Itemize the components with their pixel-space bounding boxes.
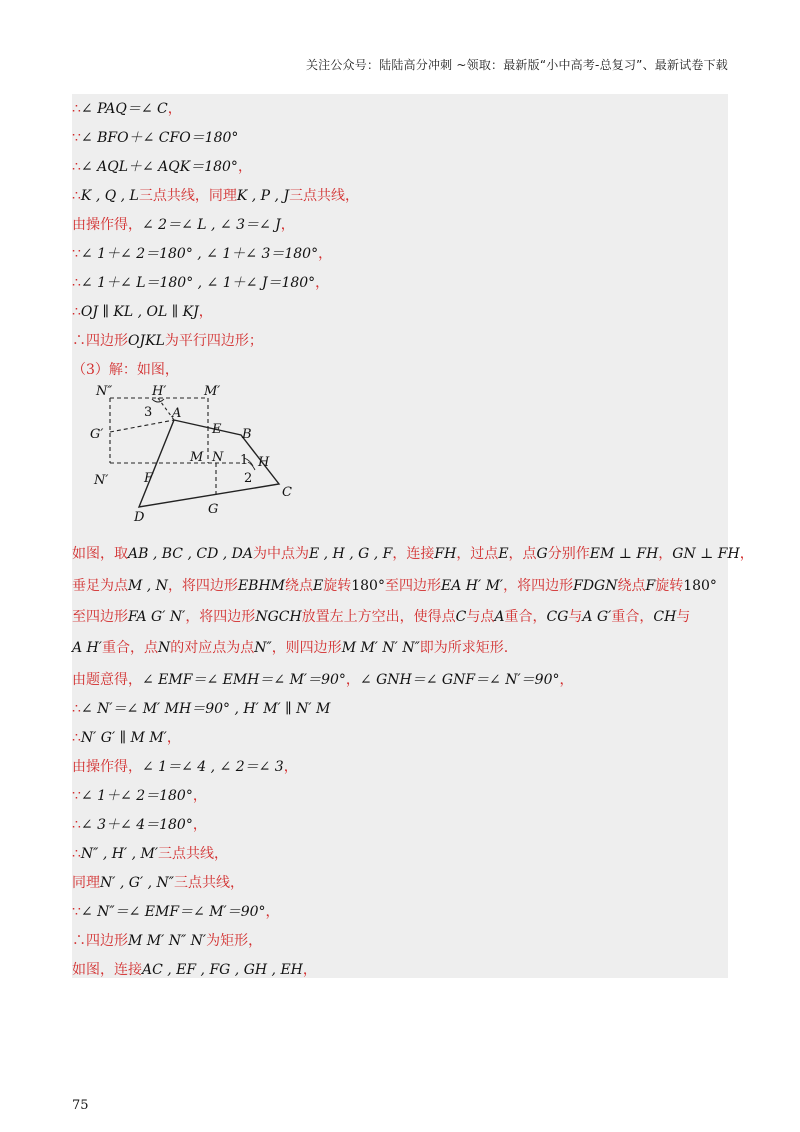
geometry-figure [78,382,308,528]
line-segment: ∠ GNH＝∠ GNF＝∠ N′＝90° [359,672,560,688]
line-segment: ∴ [72,101,81,117]
line-segment: ， [315,275,330,291]
solution-line [72,357,179,383]
line-segment: ∠ 3＋∠ 4＝180° [80,817,193,833]
line-segment: ∴ [72,188,81,204]
line-segment: K , Q , L [80,188,139,204]
solution-line [72,241,332,267]
line-segment: AC , EF , FG , GH , EH [142,962,303,978]
line-segment: 180° [351,578,385,594]
label-e: E [212,422,222,437]
solution-line [72,183,359,209]
line-segment: M M′ N″ N′ [128,933,207,949]
line-segment: ∠ 2＝∠ L , ∠ 3＝∠ J [142,217,281,233]
label-c: C [282,485,292,500]
line-segment: M , N [128,578,168,594]
line-segment: 重合， [611,609,654,625]
line-segment: ∠ EMF＝∠ EMH＝∠ M′＝90° [142,672,346,688]
label-angle-1: 1 [240,453,249,468]
line-segment: E [498,546,509,562]
line-segment: ， [167,101,182,117]
solution-line [72,899,280,925]
line-segment: EBHM [237,578,285,594]
line-segment: 三点共线， [289,188,360,204]
line-segment: ， [237,159,252,175]
line-segment: ∴ [72,275,81,291]
label-g: G [208,502,219,517]
solution-line [72,541,754,567]
line-segment: 至四边形 [384,578,441,594]
label-n: N [212,450,224,465]
solution-line [72,573,717,599]
dashed-line-g1-a [110,420,174,432]
line-segment: EM ⊥ FH [589,546,659,562]
solution-line [72,96,182,122]
line-segment: 与点 [466,609,495,625]
line-segment: ， [345,672,360,688]
line-segment: ∵ [72,130,81,146]
line-segment: OJKL [128,333,165,349]
line-segment: ∠ 1＋∠ 2＝180° , ∠ 1＋∠ 3＝180° [80,246,319,262]
solution-line [72,667,573,693]
label-b: B [242,427,252,442]
label-angle-3: 3 [144,405,153,420]
line-segment: ，将四边形 [167,578,238,594]
line-segment: A [494,609,505,625]
line-segment: 绕点 [617,578,646,594]
line-segment: ∵ [72,904,81,920]
line-segment: 的对应点为点 [170,640,255,656]
solution-line [72,604,690,630]
solution-line [72,212,295,238]
line-segment: ∠ 1＋∠ L＝180° , ∠ 1＋∠ J＝180° [80,275,316,291]
line-segment: GN ⊥ FH [672,546,740,562]
line-segment: ∠ N′＝∠ M′ MH＝90° , H′ M′ ∥ N′ M [80,701,331,717]
line-segment: ∠ 1＝∠ 4 , ∠ 2＝∠ 3 [142,759,284,775]
line-segment: ∴ [72,701,81,717]
solution-line [72,870,244,896]
page-number: 75 [72,1098,89,1113]
line-segment: 同理 [72,875,100,891]
line-segment: ， [192,817,207,833]
line-segment: OJ ∥ KL , OL ∥ KJ [80,304,199,320]
label-n-double-prime: N″ [96,384,113,399]
line-segment: N [157,640,171,656]
solution-line [72,635,508,661]
line-segment: 与 [676,609,691,625]
solution-line [72,696,330,722]
line-segment: ∠ N″＝∠ EMF＝∠ M′＝90° [80,904,266,920]
line-segment: 重合， [504,609,547,625]
line-segment: ， [166,730,181,746]
line-segment: 三点共线， [173,875,244,891]
solution-line [72,812,207,838]
line-segment: ∠ AQL＋∠ AQK＝180° [80,159,238,175]
line-segment: AB , BC , CD , DA [128,546,253,562]
label-m: M [190,450,204,465]
line-segment: ∠ BFO＋∠ CFO＝180° [80,130,239,146]
line-segment: 重合，点 [101,640,158,656]
line-segment: 三点共线，同理 [138,188,237,204]
line-segment: ，过点 [456,546,499,562]
line-segment: 由操作得， [72,217,142,233]
line-segment: ， [658,546,673,562]
line-segment: ， [280,217,295,233]
line-segment: ∴ [72,304,81,320]
line-segment: ， [318,246,333,262]
line-segment: ∵ [72,788,81,804]
line-segment: A H′ [72,640,102,656]
solution-line [72,299,213,325]
line-segment: E , H , G , F [308,546,393,562]
solution-content [72,94,754,978]
label-n-prime: N′ [94,473,109,488]
page-header: 关注公众号：陆陆高分冲刺 ~领取：最新版“小中高考-总复习”、最新试卷下载 [305,58,728,72]
line-segment: 为矩形， [206,933,263,949]
line-segment: ，连接 [392,546,435,562]
line-segment: C [455,609,467,625]
line-segment: ， [198,304,213,320]
line-segment: 180° [683,578,717,594]
line-segment: ， [739,546,754,562]
solution-line [72,154,252,180]
line-segment: CH [653,609,677,625]
line-segment: A G′ [582,609,612,625]
line-segment: ∠ 1＋∠ 2＝180° [80,788,193,804]
line-segment: E [313,578,324,594]
line-segment: 如图，取 [72,546,128,562]
line-segment: ， [559,672,574,688]
line-segment: 由题意得， [72,672,142,688]
line-segment: ，点 [508,546,537,562]
line-segment: ，将四边形 [185,609,256,625]
line-segment: ， [265,904,280,920]
solution-line [72,928,262,954]
line-segment: N′ , G′ , N″ [100,875,174,891]
line-segment: CG [546,609,569,625]
line-segment: 由操作得， [72,759,142,775]
line-segment: ∴ [72,159,81,175]
solution-line [72,957,317,983]
line-segment: ∴四边形 [72,933,128,949]
line-segment: ∴四边形 [72,333,128,349]
line-segment: 旋转 [655,578,684,594]
line-segment: ∴ [72,846,81,862]
line-segment: （3）解：如图， [72,362,179,378]
line-segment: G [536,546,548,562]
label-a: A [172,406,182,421]
solution-line [72,783,207,809]
solution-line [72,754,298,780]
solution-line [72,125,238,151]
solution-line [72,725,181,751]
line-segment: ，将四边形 [503,578,574,594]
line-segment: FH [434,546,457,562]
line-segment: 为平行四边形； [164,333,263,349]
line-segment: ， [283,759,298,775]
solution-line [72,270,329,296]
line-segment: N′ G′ ∥ M M′ [80,730,167,746]
line-segment: 至四边形 [72,609,128,625]
line-segment: 与 [568,609,583,625]
line-segment: FA G′ N′ [128,609,186,625]
label-m-prime: M′ [204,384,221,399]
angle-arc-3 [152,399,164,402]
label-h-prime: H′ [152,384,167,399]
line-segment: NGCH [255,609,302,625]
line-segment: ∴ [72,730,81,746]
line-segment: N″ [254,640,272,656]
label-d: D [134,510,145,525]
line-segment: 即为所求矩形. [419,640,509,656]
line-segment: ∠ PAQ＝∠ C [80,101,168,117]
line-segment: ∵ [72,246,81,262]
line-segment: N″ , H′ , M′ [80,846,159,862]
line-segment: ， [192,788,207,804]
line-segment: EA H′ M′ [440,578,504,594]
solution-line [72,841,228,867]
line-segment: 绕点 [285,578,313,594]
line-segment: ， [302,962,317,978]
line-segment: 如图，连接 [72,962,142,978]
line-segment: FDGN [573,578,618,594]
label-g-prime: G′ [90,427,104,442]
line-segment: ，则四边形 [271,640,342,656]
line-segment: ∴ [72,817,81,833]
label-h: H [258,455,270,470]
line-segment: 分别作 [547,546,590,562]
solution-line [72,328,263,354]
line-segment: 垂足为点 [72,578,128,594]
line-segment: 放置左上方空出，使得点 [301,609,456,625]
line-segment: F [645,578,656,594]
line-segment: 为中点为 [252,546,309,562]
line-segment: 三点共线， [158,846,229,862]
line-segment: K , P , J [236,188,290,204]
label-angle-2: 2 [244,471,253,486]
line-segment: 旋转 [323,578,352,594]
line-segment: M M′ N′ N″ [341,640,420,656]
label-f: F [144,471,154,486]
